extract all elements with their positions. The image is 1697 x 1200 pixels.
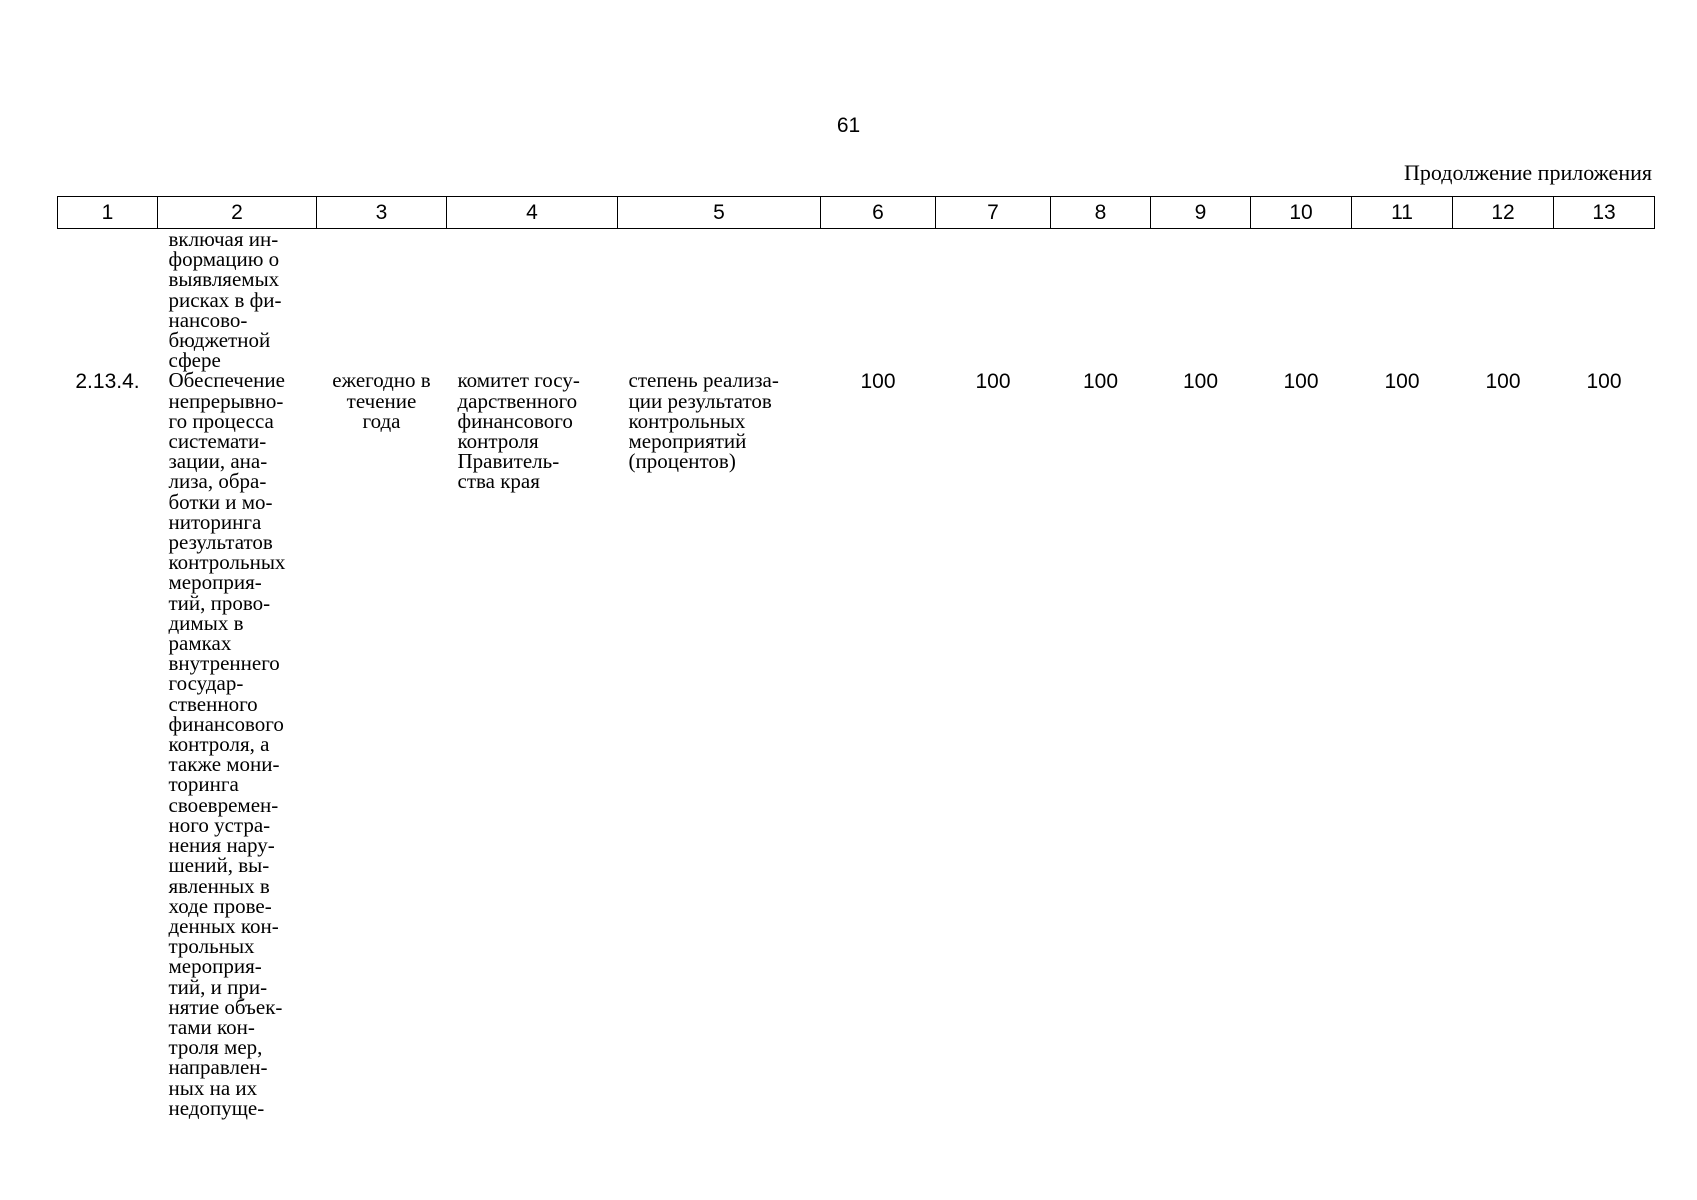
column-number: 9 <box>1151 197 1251 229</box>
text-line: контрольных <box>628 408 746 433</box>
text-line: нения нару- <box>168 833 275 858</box>
text-line: финансового <box>457 408 573 433</box>
value-cell: 100 <box>1485 370 1521 394</box>
text-line: трольных <box>168 934 255 959</box>
text-line: ежегодно в <box>332 368 431 393</box>
page-number: 61 <box>836 114 861 137</box>
value-cell: 100 <box>1182 370 1219 394</box>
text-line: Обеспечение <box>168 368 285 393</box>
continued-row <box>58 229 1655 371</box>
text-line: (процентов) <box>628 449 736 474</box>
text-line: ства края <box>457 469 540 494</box>
text-line: троля мер, <box>168 1035 263 1060</box>
text-line: нансово- <box>168 307 248 332</box>
text-line: также мони- <box>168 752 280 777</box>
text-line: контроля, а <box>168 732 270 757</box>
value-cell: 100 <box>1283 370 1319 394</box>
column-number: 10 <box>1251 197 1352 229</box>
text-line: ного устра- <box>168 812 271 837</box>
row-term <box>317 370 447 1118</box>
text-line: течение <box>346 388 417 413</box>
text-line: финансового <box>168 711 284 736</box>
text-line: торинга <box>168 772 239 797</box>
text-line: димых в <box>168 610 244 635</box>
text-line: бюджетной <box>168 328 271 353</box>
text-line: результатов <box>168 530 273 555</box>
text-line: степень реализа- <box>628 368 779 393</box>
text-line: ции результатов <box>628 388 772 413</box>
text-line: контроля <box>457 429 539 454</box>
text-line: денных кон- <box>168 913 279 938</box>
text-line: ниторинга <box>168 509 262 534</box>
text-line: ходе прове- <box>168 893 272 918</box>
text-line: го процесса <box>168 408 274 433</box>
continued-description <box>158 229 317 371</box>
row-executor <box>447 370 618 1118</box>
column-number: 11 <box>1352 197 1453 229</box>
column-number: 8 <box>1051 197 1151 229</box>
text-line: государ- <box>168 671 244 696</box>
text-line: дарственного <box>457 388 578 413</box>
column-number: 3 <box>317 197 447 229</box>
text-line: зации, ана- <box>168 449 268 474</box>
text-line: лиза, обра- <box>168 469 267 494</box>
column-number-header <box>58 197 1655 229</box>
text-line: ственного <box>168 691 258 716</box>
column-number: 5 <box>618 197 821 229</box>
text-line: выявляемых <box>168 267 280 292</box>
value-cell: 100 <box>1586 370 1622 394</box>
text-line: тами кон- <box>168 1014 255 1039</box>
appendix-table <box>57 196 1655 1118</box>
table-row <box>58 370 1655 1118</box>
column-number: 1 <box>58 197 158 229</box>
text-line: непрерывно- <box>168 388 284 413</box>
text-line: нятие объек- <box>168 994 283 1019</box>
text-line: системати- <box>168 429 267 454</box>
column-number: 2 <box>158 197 317 229</box>
text-line: сфере <box>168 348 221 373</box>
text-line: мероприя- <box>168 954 262 979</box>
text-line: рамках <box>168 631 232 656</box>
text-line: недопуще- <box>168 1095 265 1120</box>
text-line: комитет госу- <box>457 368 580 393</box>
text-line: мероприя- <box>168 570 262 595</box>
text-line: явленных в <box>168 873 270 898</box>
column-number: 12 <box>1453 197 1554 229</box>
text-line: своевремен- <box>168 792 279 817</box>
value-cell: 100 <box>1384 370 1420 394</box>
continuation-label: Продолжение приложения <box>1404 160 1652 185</box>
row-description <box>158 370 317 1118</box>
text-line: контрольных <box>168 550 286 575</box>
text-line: Правитель- <box>457 449 560 474</box>
text-line: тий, и при- <box>168 974 268 999</box>
text-line: рисках в фи- <box>168 287 282 312</box>
row-indicator <box>618 370 821 1118</box>
column-number: 6 <box>821 197 936 229</box>
text-line: ных на их <box>168 1075 258 1100</box>
row-number: 2.13.4. <box>75 370 140 394</box>
text-line: ботки и мо- <box>168 489 273 514</box>
text-line: включая ин- <box>168 227 279 251</box>
text-line: внутреннего <box>168 651 280 676</box>
column-number: 13 <box>1554 197 1655 229</box>
text-line: тий, прово- <box>168 590 271 615</box>
text-line: мероприятий <box>628 429 747 454</box>
text-line: направлен- <box>168 1055 268 1080</box>
value-cell: 100 <box>860 370 896 394</box>
value-cell: 100 <box>1082 370 1119 394</box>
text-line: формацию о <box>168 247 280 272</box>
text-line: шений, вы- <box>168 853 270 878</box>
column-number: 4 <box>447 197 618 229</box>
text-line: года <box>362 408 401 433</box>
column-number: 7 <box>936 197 1051 229</box>
value-cell: 100 <box>975 370 1011 394</box>
